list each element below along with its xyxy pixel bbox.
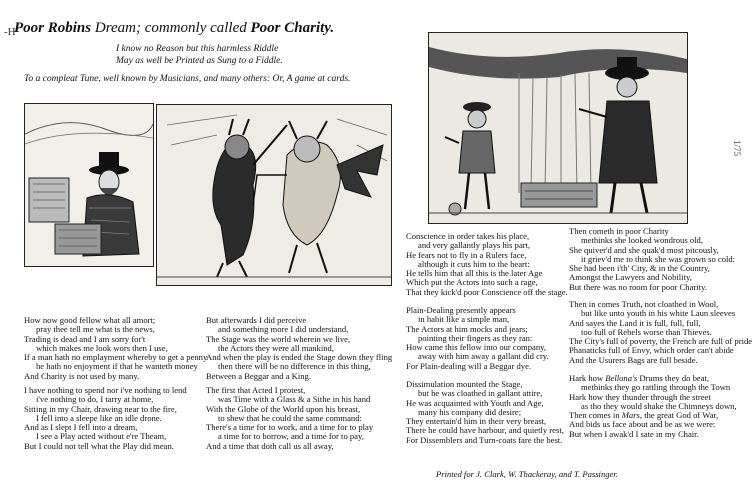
verse-line: The first that Acted I protest, — [206, 385, 306, 395]
col2-stanza1 — [206, 316, 392, 381]
verse-line: He tells him that all this is the later Age — [406, 268, 543, 279]
edge-mark: 1/75 — [732, 140, 742, 157]
col4-stanza2 — [569, 300, 752, 365]
verse-line: And Charity is not used by many. — [24, 370, 140, 381]
verse-line: The City's full of poverty, the French are full of pride — [569, 336, 753, 347]
verse-line: as tho they would shake the Chimneys down, — [581, 400, 737, 411]
title-part3: Poor Charity. — [250, 20, 335, 36]
col4-stanza3 — [569, 374, 737, 439]
col4-stanza1 — [569, 227, 735, 292]
verse-line: although it cuts him to the heart: — [418, 258, 530, 269]
verse-line: I fell into a sleepe like an idle drone. — [36, 412, 162, 423]
verse-line: many his company did desire; — [418, 406, 522, 417]
verse-line: She quiver'd and she quak'd most pitcously, — [569, 244, 719, 255]
verse-line: away with him away a gallant did cry. — [418, 351, 549, 362]
verse-line: i've nothing to do, I tarry at home, — [36, 394, 154, 405]
verse-line: Amongst the Lawyers and Nobility, — [569, 272, 692, 283]
verse-line: was Time with a Glass & a Sithe in his hand — [218, 394, 371, 405]
woodcut-sleeper — [24, 103, 154, 267]
verse-line: She had been i'th' City, & in the Country, — [569, 263, 710, 274]
verse-line: Hark how Bellona's Drums they do beat, — [569, 373, 710, 383]
verse-line: That they kick'd poor Conscience off the stage. — [406, 286, 568, 297]
verse-line: and very gallantly plays his part, — [418, 240, 531, 251]
verse-line: the Actors they were all mankind, — [218, 342, 334, 353]
verse-line: But I could not tell what the Play did mean. — [24, 440, 174, 451]
subtitle-line: I know no Reason but this harmless Riddle — [116, 44, 279, 54]
verse-line: The Stage was the world wherein we live, — [206, 333, 351, 344]
margin-mark: -H — [4, 26, 16, 38]
verse-line: And sayes the Land it is full, full, full, — [569, 317, 701, 328]
verse-line: I have nothing to spend nor i've nothing to lend — [24, 385, 187, 395]
col2-stanza2 — [206, 386, 373, 451]
verse-line: With the Globe of the World upon his breast, — [206, 403, 361, 414]
verse-line: methinks they go rattling through the Town — [581, 382, 731, 393]
verse-line: to shew that he could the same command: — [218, 412, 362, 423]
verse-line: but he was cloathed in gallant attire, — [418, 388, 543, 399]
verse-line: Plain-Dealing presently appears — [406, 305, 516, 315]
verse-line: How now good fellow what all amort; — [24, 315, 156, 325]
col3-stanza2 — [406, 306, 549, 371]
verse-line: There he could have harbour, and quietly rest, — [406, 425, 564, 436]
verse-line: For Plain-dealing will a Beggar dye. — [406, 360, 532, 371]
verse-line: Then in comes Truth, not cloathed in Wool, — [569, 299, 719, 309]
verse-line: How came this fellow into our company, — [406, 342, 547, 353]
verse-line: But there was no room for poor Charity. — [569, 281, 707, 292]
devils-illustration — [157, 105, 391, 285]
verse-line: And as I slept I fell into a dream, — [24, 422, 138, 433]
verse-line: Sitting in my Chair, drawing near to the fire, — [24, 403, 177, 414]
imprint-line: Printed for J. Clark, W. Thackeray, and T. Passinger. — [436, 469, 618, 479]
woodcut-stage — [428, 32, 688, 224]
verse-line: it griev'd me to think she was grown so cold: — [581, 253, 736, 264]
title-part1: Poor Robins — [14, 20, 92, 36]
title-part2: Dream; commonly called — [91, 20, 251, 36]
verse-line: I see a Play acted without e're Theam, — [36, 431, 167, 442]
verse-line: And when the play is ended the Stage down they fling — [206, 352, 393, 363]
verse-line: But afterwards I did perceive — [206, 315, 307, 325]
verse-line: There's a time for to work, and a time for to play — [206, 422, 374, 433]
col1-stanza2 — [24, 386, 187, 451]
verse-line: which makes me look wors then I use, — [36, 342, 168, 353]
verse-line: Then comes in Mars, the great God of War, — [569, 410, 719, 421]
verse-line: Hark how they thunder through the street — [569, 391, 711, 402]
subtitle — [116, 43, 283, 67]
verse-line: then there will be no difference in this thing, — [218, 361, 371, 372]
verse-line: and something more I did understand, — [218, 324, 349, 335]
woodcut-devils — [156, 104, 392, 286]
verse-line: Phanaticks full of Envy, which order can't abide — [569, 345, 734, 356]
verse-line: Then cometh in poor Charity — [569, 226, 669, 236]
verse-line: but like unto youth in his white Laun sleeves — [581, 308, 736, 319]
col1-stanza1 — [24, 316, 207, 381]
verse-line: But when I awak'd I sate in my Chair. — [569, 428, 699, 439]
col3-stanza3 — [406, 380, 564, 445]
verse-line: methinks she looked wondrous old, — [581, 235, 703, 246]
broadside-title — [14, 20, 334, 37]
verse-line: The Actors at him mocks and jears; — [406, 323, 528, 334]
verse-line: pointing their fingers as they ran: — [418, 332, 533, 343]
verse-line: He fears not to fly in a Rulers face, — [406, 249, 527, 260]
verse-line: He was acquainted with Youth and Age, — [406, 397, 544, 408]
col3-stanza1 — [406, 232, 568, 297]
verse-line: a time for to borrow, and a time for to pay, — [218, 431, 364, 442]
verse-line: They entertain'd him in their very breast, — [406, 416, 547, 427]
stage-illustration — [429, 33, 687, 223]
tune-line: To a compleat Tune, well known by Musicians, and many others: Or, A game at cards. — [24, 74, 351, 84]
verse-line: If a man hath no emplayment whereby to get a penny — [24, 352, 208, 363]
verse-line: Dissimulation mounted the Stage, — [406, 379, 523, 389]
subtitle-line: May as well be Printed as Sung to a Fiddle. — [116, 56, 283, 66]
verse-line: And bids us face about and be as we were: — [569, 419, 716, 430]
verse-line: in habit like a simple man, — [418, 314, 510, 325]
verse-line: For Dissemblers and Turn-coats fare the best. — [406, 434, 563, 445]
verse-line: Between a Beggar and a King. — [206, 370, 311, 381]
verse-line: And a time that doth call us all away, — [206, 440, 334, 451]
verse-line: And the Usurers Bags are full beside. — [569, 354, 698, 365]
verse-line: too full of Rebels worse than Thieves. — [581, 326, 712, 337]
verse-line: pray thee tell me what is the news, — [36, 324, 155, 335]
sleeper-illustration — [25, 104, 153, 266]
verse-line: Which put the Actors into such a rage, — [406, 277, 538, 288]
verse-line: Trading is dead and I am sorry for't — [24, 333, 146, 344]
verse-line: he hath no enjoyment if that he wanteth money — [36, 361, 198, 372]
verse-line: Conscience in order takes his place, — [406, 231, 530, 241]
